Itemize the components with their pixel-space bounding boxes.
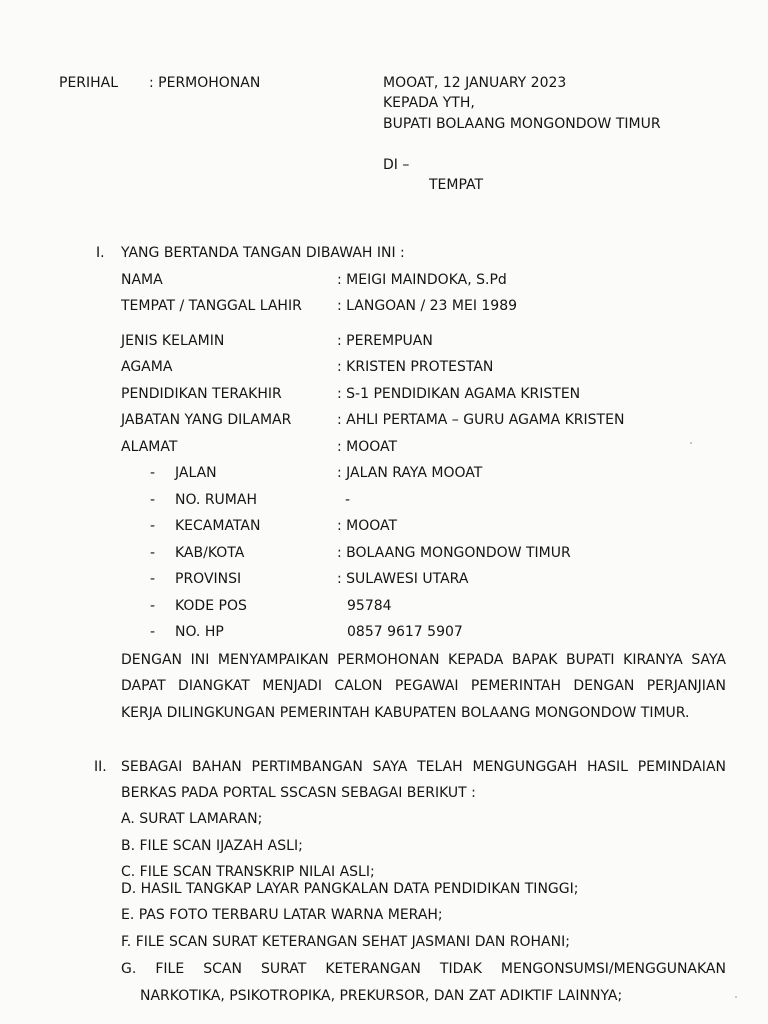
field-value-nama: : MEIGI MAINDOKA, S.Pd — [337, 272, 507, 288]
address-label-district: KECAMATAN — [175, 518, 261, 534]
address-dash: - — [150, 492, 156, 508]
section-2-intro-line: BERKAS PADA PORTAL SSCASN SEBAGAI BERIKUT : — [121, 785, 476, 801]
address-label-postal-code: KODE POS — [175, 598, 247, 614]
address-dash: - — [150, 571, 156, 587]
place-date: MOOAT, 12 JANUARY 2023 — [383, 75, 567, 91]
field-value-gender: : PEREMPUAN — [337, 333, 433, 349]
list-item: F. FILE SCAN SURAT KETERANGAN SEHAT JASMANI DAN ROHANI; — [121, 934, 570, 950]
field-label-nama: NAMA — [121, 272, 163, 288]
address-value-jalan: : JALAN RAYA MOOAT — [337, 465, 483, 481]
tempat: TEMPAT — [429, 177, 484, 193]
address-dash: - — [150, 465, 156, 481]
subject-value: : PERMOHONAN — [149, 75, 261, 91]
scan-speck — [690, 442, 692, 444]
section-2-numeral: II. — [94, 759, 107, 775]
address-label-province: PROVINSI — [175, 571, 242, 587]
list-item: D. HASIL TANGKAP LAYAR PANGKALAN DATA PENDIDIKAN TINGGI; — [121, 881, 579, 897]
request-paragraph-line: DENGAN INI MENYAMPAIKAN PERMOHONAN KEPADA BAPAK BUPATI KIRANYA SAYA — [121, 652, 726, 668]
address-value-regency: : BOLAANG MONGONDOW TIMUR — [337, 545, 571, 561]
addressee: BUPATI BOLAANG MONGONDOW TIMUR — [383, 116, 661, 132]
list-item: E. PAS FOTO TERBARU LATAR WARNA MERAH; — [121, 907, 443, 923]
field-label-religion: AGAMA — [121, 359, 173, 375]
field-label-birth: TEMPAT / TANGGAL LAHIR — [121, 298, 302, 314]
field-value-address: : MOOAT — [337, 439, 398, 455]
list-item: A. SURAT LAMARAN; — [121, 811, 263, 827]
request-paragraph-line: KERJA DILINGKUNGAN PEMERINTAH KABUPATEN BOLAANG MONGONDOW TIMUR. — [121, 705, 690, 721]
list-item: B. FILE SCAN IJAZAH ASLI; — [121, 838, 303, 854]
field-label-address: ALAMAT — [121, 439, 178, 455]
address-value-phone: 0857 9617 5907 — [347, 624, 463, 640]
address-value-postal-code: 95784 — [347, 598, 392, 614]
list-item: G. FILE SCAN SURAT KETERANGAN TIDAK MENGONSUMSI/MENGGUNAKAN — [121, 961, 726, 977]
field-value-position: : AHLI PERTAMA – GURU AGAMA KRISTEN — [337, 412, 625, 428]
address-dash: - — [150, 598, 156, 614]
list-item-continuation: NARKOTIKA, PSIKOTROPIKA, PREKURSOR, DAN ZAT ADIKTIF LAINNYA; — [140, 988, 623, 1004]
address-dash: - — [150, 624, 156, 640]
address-label-jalan: JALAN — [175, 465, 217, 481]
address-label-house-number: NO. RUMAH — [175, 492, 257, 508]
field-value-religion: : KRISTEN PROTESTAN — [337, 359, 494, 375]
field-label-education: PENDIDIKAN TERAKHIR — [121, 386, 282, 402]
di-line: DI – — [383, 157, 410, 173]
subject-label: PERIHAL — [59, 75, 119, 91]
field-label-position: JABATAN YANG DILAMAR — [121, 412, 292, 428]
address-value-district: : MOOAT — [337, 518, 398, 534]
field-label-gender: JENIS KELAMIN — [121, 333, 225, 349]
field-value-education: : S-1 PENDIDIKAN AGAMA KRISTEN — [337, 386, 581, 402]
request-paragraph-line: DAPAT DIANGKAT MENJADI CALON PEGAWAI PEMERINTAH DENGAN PERJANJIAN — [121, 678, 726, 694]
address-label-phone: NO. HP — [175, 624, 224, 640]
address-label-regency: KAB/KOTA — [175, 545, 245, 561]
address-value-province: : SULAWESI UTARA — [337, 571, 469, 587]
address-dash: - — [150, 545, 156, 561]
section-2-intro-line: SEBAGAI BAHAN PERTIMBANGAN SAYA TELAH MENGUNGGAH HASIL PEMINDAIAN — [121, 759, 726, 775]
field-value-birth: : LANGOAN / 23 MEI 1989 — [337, 298, 518, 314]
address-value-house-number: - — [345, 492, 351, 508]
list-item: C. FILE SCAN TRANSKRIP NILAI ASLI; — [121, 864, 375, 880]
address-dash: - — [150, 518, 156, 534]
scan-speck — [735, 996, 737, 998]
section-1-numeral: I. — [96, 245, 105, 261]
recipient-line: KEPADA YTH, — [383, 95, 475, 111]
section-1-intro: YANG BERTANDA TANGAN DIBAWAH INI : — [121, 245, 405, 261]
